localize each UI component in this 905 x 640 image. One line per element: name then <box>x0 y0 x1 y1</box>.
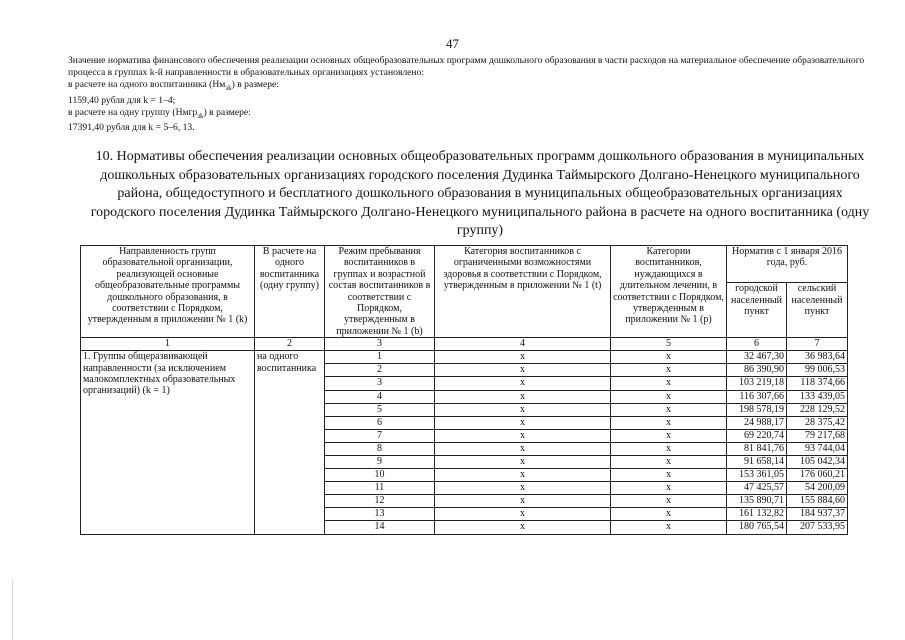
rural-value: 28 375,42 <box>787 416 848 429</box>
urban-value: 116 307,66 <box>727 390 787 403</box>
mode-cell: 3 <box>325 377 435 390</box>
rural-value: 105 042,34 <box>787 456 848 469</box>
mode-cell: 11 <box>325 482 435 495</box>
col-number: 3 <box>325 338 435 351</box>
col-number: 7 <box>787 338 848 351</box>
mode-cell: 9 <box>325 456 435 469</box>
treatment-cell: x <box>611 351 727 364</box>
norms-table <box>80 245 848 535</box>
page-number: 47 <box>446 36 459 51</box>
treatment-cell: x <box>611 416 727 429</box>
rural-value: 118 374,66 <box>787 377 848 390</box>
urban-value: 81 841,76 <box>727 442 787 455</box>
mode-cell: 14 <box>325 521 435 534</box>
disability-cell: x <box>435 416 611 429</box>
intro-line-3: 1159,40 рубля для k = 1–4; <box>68 94 176 106</box>
intro-line-4: в расчете на одну группу (Нмгр$_{зk}$) в размере: <box>68 106 251 120</box>
disability-cell: x <box>435 482 611 495</box>
disability-cell: x <box>435 351 611 364</box>
col-number: 5 <box>611 338 727 351</box>
treatment-cell: x <box>611 482 727 495</box>
urban-value: 198 578,19 <box>727 403 787 416</box>
header-rural: сельский населенный пункт <box>787 283 848 338</box>
intro-line-5: 17391,40 рубля для k = 5–6, 13. <box>68 121 195 133</box>
urban-value: 103 219,18 <box>727 377 787 390</box>
disability-cell: x <box>435 390 611 403</box>
treatment-cell: x <box>611 495 727 508</box>
section-title: 10. Нормативы обеспечения реализации основных общеобразовательных программ дошкольного образования в муниципальных дошкольных образовательных организациях городского поселения Дудинка Таймырского Долгано-Ненецкого муниципального района, общедоступного и бесплатного дошкольного образования в муниципальных общеобразовательных организациях городского поселения Дудинка Таймырского Долгано-Ненецкого муниципального района в расчете на одного воспитанника (одну группу) <box>90 149 870 239</box>
urban-value: 32 467,30 <box>727 351 787 364</box>
disability-cell: x <box>435 403 611 416</box>
margin-line <box>12 580 13 640</box>
urban-value: 47 425,57 <box>727 482 787 495</box>
treatment-cell: x <box>611 469 727 482</box>
rural-value: 93 744,04 <box>787 442 848 455</box>
intro-line-2: в расчете на одного воспитанника $(Нм_{зk})$ в размере: <box>68 79 279 93</box>
header-direction: Направленность групп образовательной организации, реализующей основные общеобразовательные программы дошкольного образования, в соответствии с Порядком, утвержденным в приложении № 1 (k) <box>81 246 255 338</box>
intro-line-1: Значение норматива финансового обеспечения реализации основных общеобразовательных программ дошкольного образования в части расходов на материальное обеспечение образовательного процесса в группах k-й направленности в образовательных организациях установлено: <box>68 55 865 79</box>
treatment-cell: x <box>611 508 727 521</box>
header-mode: Режим пребывания воспитанников в группах и возрастной состав воспитанников в соответствии с Порядком, утвержденным в приложении № 1 (b) <box>325 246 435 338</box>
column-number-row <box>81 338 848 351</box>
per-label: на одного воспитанника <box>255 351 325 534</box>
rural-value: 133 439,05 <box>787 390 848 403</box>
treatment-cell: x <box>611 442 727 455</box>
table-row <box>81 351 848 364</box>
rural-value: 176 060,21 <box>787 469 848 482</box>
urban-value: 86 390,90 <box>727 364 787 377</box>
col-number: 6 <box>727 338 787 351</box>
header-treatment: Категории воспитанников, нуждающихся в длительном лечении, в соответствии с Порядком, утвержденным в приложении № 1 (p) <box>611 246 727 338</box>
treatment-cell: x <box>611 521 727 534</box>
mode-cell: 10 <box>325 469 435 482</box>
disability-cell: x <box>435 456 611 469</box>
mode-cell: 8 <box>325 442 435 455</box>
rural-value: 54 200,09 <box>787 482 848 495</box>
rural-value: 99 006,53 <box>787 364 848 377</box>
rural-value: 207 533,95 <box>787 521 848 534</box>
rural-value: 184 937,37 <box>787 508 848 521</box>
mode-cell: 4 <box>325 390 435 403</box>
disability-cell: x <box>435 364 611 377</box>
rural-value: 228 129,52 <box>787 403 848 416</box>
urban-value: 24 988,17 <box>727 416 787 429</box>
rural-value: 36 983,64 <box>787 351 848 364</box>
treatment-cell: x <box>611 377 727 390</box>
urban-value: 161 132,82 <box>727 508 787 521</box>
disability-cell: x <box>435 377 611 390</box>
treatment-cell: x <box>611 403 727 416</box>
mode-cell: 7 <box>325 429 435 442</box>
header-per: В расчете на одного воспитанника (одну группу) <box>255 246 325 338</box>
mode-cell: 2 <box>325 364 435 377</box>
urban-value: 180 765,54 <box>727 521 787 534</box>
disability-cell: x <box>435 495 611 508</box>
disability-cell: x <box>435 521 611 534</box>
group-label: 1. Группы общеразвивающей направленности (за исключением малокомплектных образовательных организаций) (k = 1) <box>81 351 255 534</box>
mode-cell: 6 <box>325 416 435 429</box>
col-number: 4 <box>435 338 611 351</box>
treatment-cell: x <box>611 456 727 469</box>
treatment-cell: x <box>611 364 727 377</box>
disability-cell: x <box>435 429 611 442</box>
urban-value: 69 220,74 <box>727 429 787 442</box>
mode-cell: 13 <box>325 508 435 521</box>
disability-cell: x <box>435 508 611 521</box>
urban-value: 153 361,05 <box>727 469 787 482</box>
treatment-cell: x <box>611 429 727 442</box>
header-urban: городской населенный пункт <box>727 283 787 338</box>
mode-cell: 5 <box>325 403 435 416</box>
mode-cell: 12 <box>325 495 435 508</box>
mode-cell: 1 <box>325 351 435 364</box>
col-number: 2 <box>255 338 325 351</box>
rural-value: 155 884,60 <box>787 495 848 508</box>
col-number: 1 <box>81 338 255 351</box>
disability-cell: x <box>435 469 611 482</box>
intro-text <box>68 55 868 134</box>
disability-cell: x <box>435 442 611 455</box>
rural-value: 79 217,68 <box>787 429 848 442</box>
header-norm: Норматив с 1 января 2016 года, руб. <box>727 246 848 283</box>
urban-value: 91 658,14 <box>727 456 787 469</box>
treatment-cell: x <box>611 390 727 403</box>
urban-value: 135 890,71 <box>727 495 787 508</box>
header-disability: Категория воспитанников с ограниченными возможностями здоровья в соответствии с Порядком, утвержденным в приложении № 1 (t) <box>435 246 611 338</box>
